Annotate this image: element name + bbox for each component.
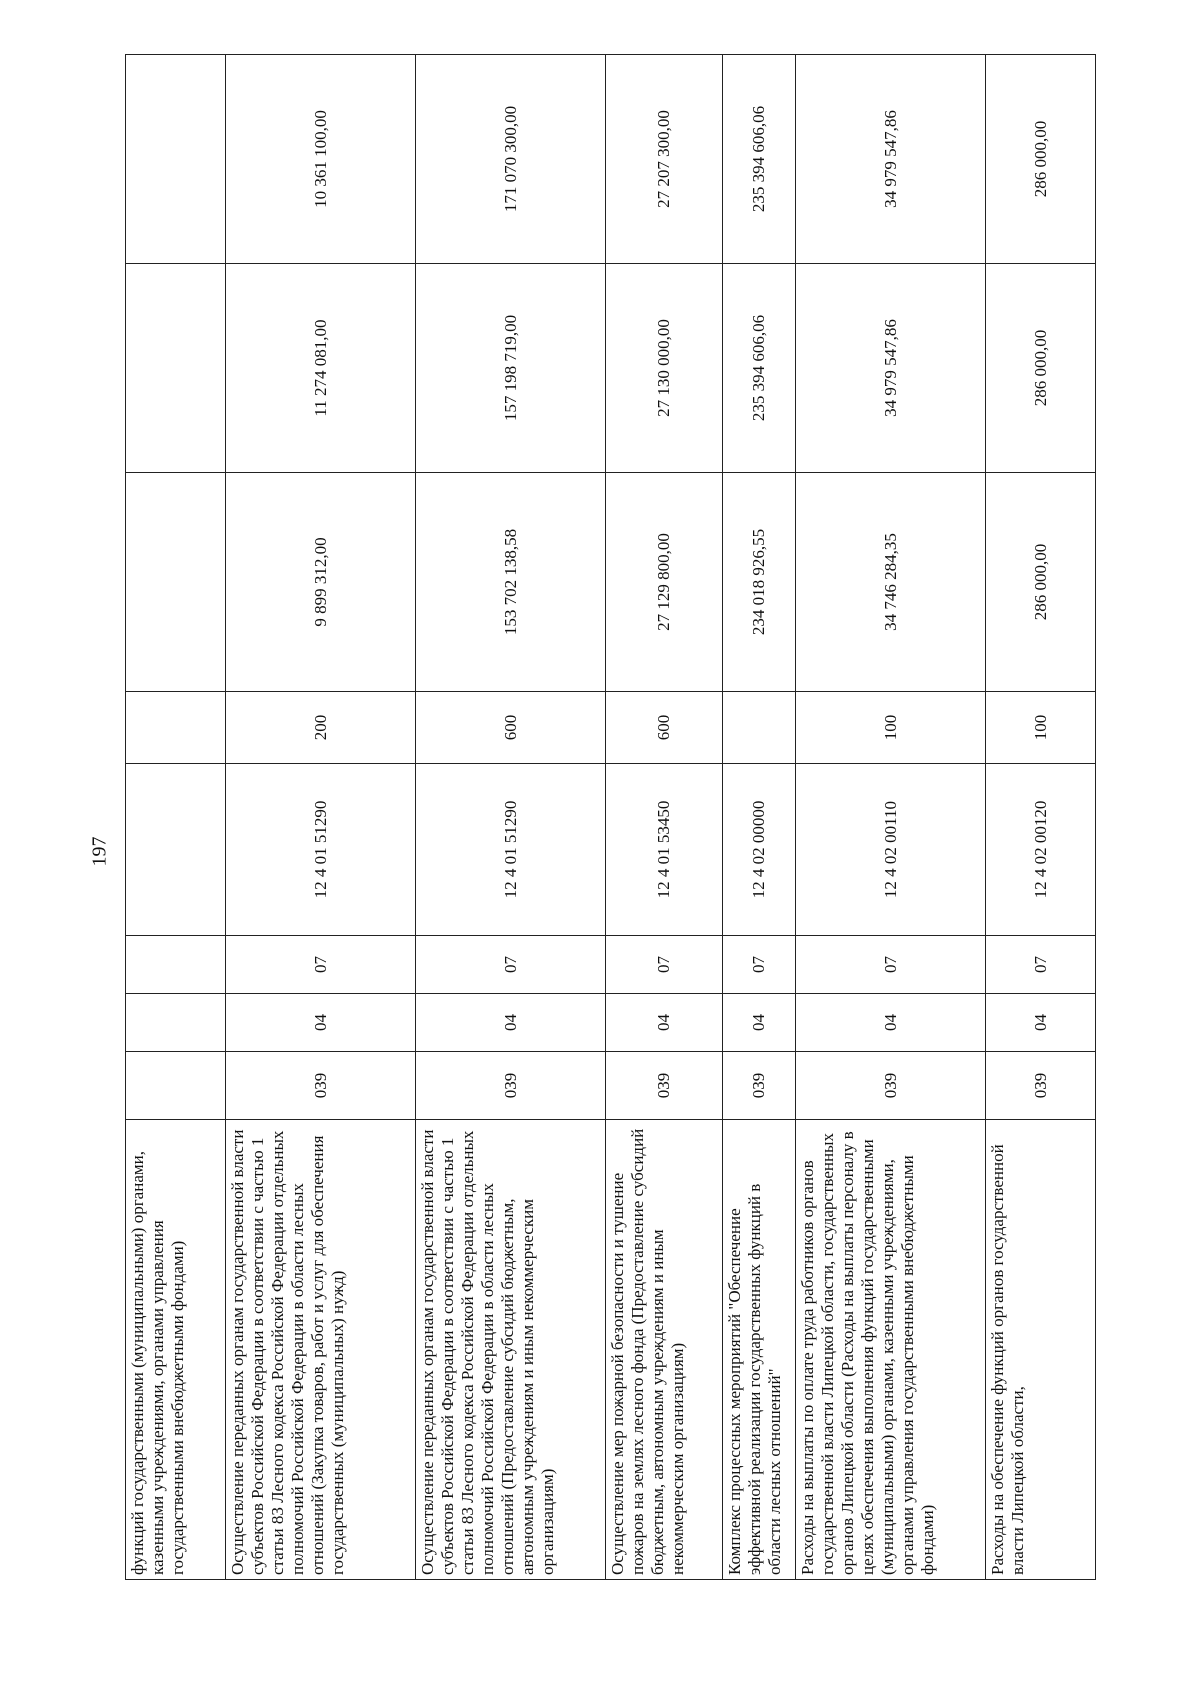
- target-article-code: 12 4 02 00110: [796, 764, 986, 936]
- table-row: [416, 55, 606, 1580]
- section-code: 04: [796, 994, 986, 1052]
- ministry-code: 039: [416, 1052, 606, 1120]
- row-description: Осуществление переданных органам государственной власти субъектов Российской Федерации в соответствии с частью 1 статьи 83 Лесного кодекса Российской Федерации отдельных полномочий Российской Федерации в области лесных отношений (Предоставление субсидий бюджетным, автономным учреждениям и иным некоммерческим организациям): [416, 1120, 606, 1580]
- expense-type-code: 600: [606, 692, 723, 764]
- amount-year-3: 10 361 100,00: [226, 55, 416, 264]
- table-row: [723, 55, 796, 1580]
- row-description: функций государственными (муниципальными) органами, казенными учреждениями, органами управления государственными внебюджетными фондами): [126, 1120, 226, 1580]
- target-article-code: 12 4 01 51290: [226, 764, 416, 936]
- expense-type-code: 100: [796, 692, 986, 764]
- expense-type-code: 100: [986, 692, 1096, 764]
- section-code: 04: [723, 994, 796, 1052]
- expense-type-code: 200: [226, 692, 416, 764]
- subsection-code: 07: [416, 936, 606, 994]
- amount-year-2: 235 394 606,06: [723, 264, 796, 473]
- table-row: [796, 55, 986, 1580]
- section-code: 04: [606, 994, 723, 1052]
- amount-year-3: 171 070 300,00: [416, 55, 606, 264]
- amount-year-2: 157 198 719,00: [416, 264, 606, 473]
- subsection-code: 07: [723, 936, 796, 994]
- amount-year-1: [126, 473, 226, 692]
- target-article-code: 12 4 01 51290: [416, 764, 606, 936]
- section-code: [126, 994, 226, 1052]
- amount-year-2: 27 130 000,00: [606, 264, 723, 473]
- ministry-code: 039: [796, 1052, 986, 1120]
- amount-year-3: 34 979 547,86: [796, 55, 986, 264]
- row-description: Комплекс процессных мероприятий "Обеспечение эффективной реализации государственных функций в области лесных отношений": [723, 1120, 796, 1580]
- ministry-code: 039: [606, 1052, 723, 1120]
- amount-year-1: 27 129 800,00: [606, 473, 723, 692]
- amount-year-2: 286 000,00: [986, 264, 1096, 473]
- amount-year-1: 153 702 138,58: [416, 473, 606, 692]
- ministry-code: 039: [723, 1052, 796, 1120]
- amount-year-3: 286 000,00: [986, 55, 1096, 264]
- row-description: Расходы на выплаты по оплате труда работников органов государственной власти Липецкой области, государственных органов Липецкой области (Расходы на выплаты персоналу в целях обеспечения выполнения функций государственными (муниципальными) органами, казенными учреждениями, органами управления государственными внебюджетными фондами): [796, 1120, 986, 1580]
- subsection-code: 07: [226, 936, 416, 994]
- amount-year-2: [126, 264, 226, 473]
- subsection-code: 07: [606, 936, 723, 994]
- amount-year-1: 234 018 926,55: [723, 473, 796, 692]
- amount-year-1: 286 000,00: [986, 473, 1096, 692]
- amount-year-1: 34 746 284,35: [796, 473, 986, 692]
- table-row: [986, 55, 1096, 1580]
- table-row: [606, 55, 723, 1580]
- page-number: 197: [88, 836, 111, 867]
- table-row: [126, 55, 226, 1580]
- table-row: [226, 55, 416, 1580]
- section-code: 04: [416, 994, 606, 1052]
- expense-type-code: [126, 692, 226, 764]
- amount-year-2: 11 274 081,00: [226, 264, 416, 473]
- subsection-code: 07: [796, 936, 986, 994]
- row-description: Осуществление мер пожарной безопасности и тушение пожаров на землях лесного фонда (Предоставление субсидий бюджетным, автономным учреждениям и иным некоммерческим организациям): [606, 1120, 723, 1580]
- budget-table: [125, 54, 1096, 1580]
- expense-type-code: [723, 692, 796, 764]
- rotated-page-content: [125, 55, 1095, 1580]
- section-code: 04: [226, 994, 416, 1052]
- target-article-code: [126, 764, 226, 936]
- amount-year-3: 235 394 606,06: [723, 55, 796, 264]
- target-article-code: 12 4 02 00120: [986, 764, 1096, 936]
- amount-year-3: [126, 55, 226, 264]
- ministry-code: 039: [226, 1052, 416, 1120]
- amount-year-2: 34 979 547,86: [796, 264, 986, 473]
- row-description: Расходы на обеспечение функций органов государственной власти Липецкой области,: [986, 1120, 1096, 1580]
- ministry-code: [126, 1052, 226, 1120]
- subsection-code: 07: [986, 936, 1096, 994]
- row-description: Осуществление переданных органам государственной власти субъектов Российской Федерации в соответствии с частью 1 статьи 83 Лесного кодекса Российской Федерации отдельных полномочий Российской Федерации в области лесных отношений (Закупка товаров, работ и услуг для обеспечения государственных (муниципальных) нужд): [226, 1120, 416, 1580]
- expense-type-code: 600: [416, 692, 606, 764]
- ministry-code: 039: [986, 1052, 1096, 1120]
- target-article-code: 12 4 02 00000: [723, 764, 796, 936]
- section-code: 04: [986, 994, 1096, 1052]
- amount-year-1: 9 899 312,00: [226, 473, 416, 692]
- subsection-code: [126, 936, 226, 994]
- target-article-code: 12 4 01 53450: [606, 764, 723, 936]
- amount-year-3: 27 207 300,00: [606, 55, 723, 264]
